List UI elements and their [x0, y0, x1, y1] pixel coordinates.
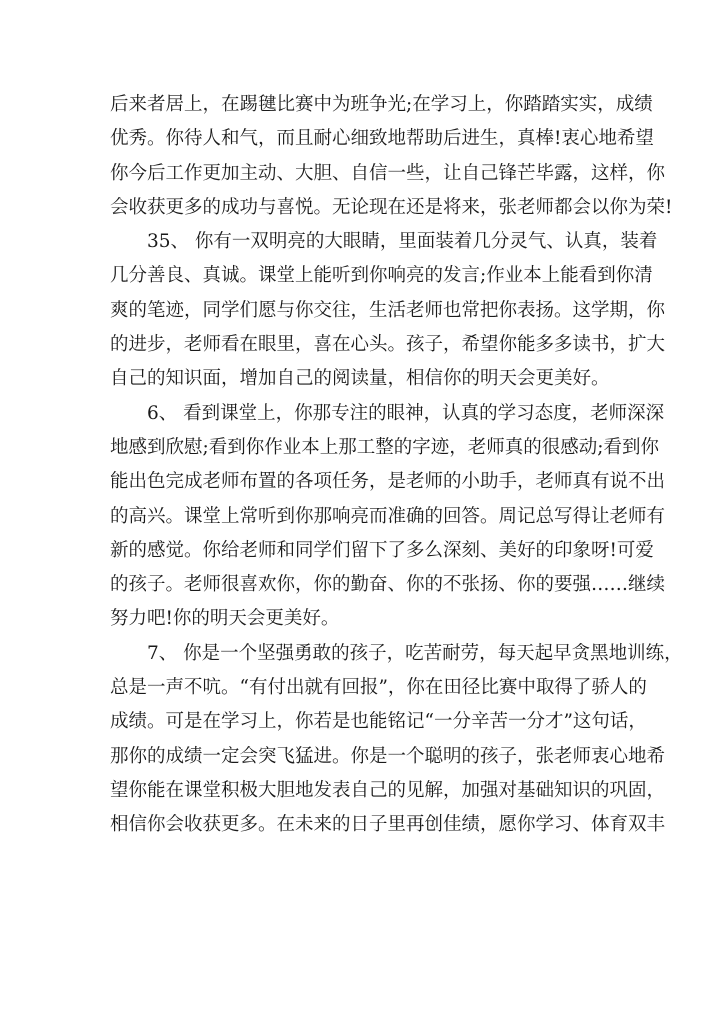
text-line: 努力吧!你的明天会更美好。 — [110, 608, 340, 630]
text-line: 的孩子。老师很喜欢你，你的勤奋、你的不张扬、你的要强……继续 — [110, 574, 666, 596]
paragraph-comment-6 — [110, 397, 666, 637]
text-line: 的进步，老师看在眼里，喜在心头。孩子，希望你能多多读书，扩大 — [110, 334, 666, 356]
text-line: 7、 你是一个坚强勇敢的孩子，吃苦耐劳，每天起早贪黑地训练， — [147, 642, 683, 664]
text-line: 新的感觉。你给老师和同学们留下了多么深刻、美好的印象呀!可爱 — [110, 539, 654, 561]
text-line: 成绩。可是在学习上，你若是也能铭记“一分辛苦一分才”这句话， — [110, 711, 647, 733]
text-line: 后来者居上，在踢毽比赛中为班争光;在学习上，你踏踏实实，成绩 — [110, 94, 653, 115]
text-line: 你今后工作更加主动、大胆、自信一些，让自己锋芒毕露，这样，你 — [110, 162, 666, 184]
text-line: 会收获更多的成功与喜悦。无论现在还是将来，张老师都会以你为荣! — [110, 196, 673, 218]
text-line: 爽的笔迹，同学们愿与你交往，生活老师也常把你表扬。这学期，你 — [110, 299, 666, 321]
text-line: 相信你会收获更多。在未来的日子里再创佳绩，愿你学习、体育双丰 — [110, 814, 666, 836]
paragraph-comment-7 — [110, 637, 683, 843]
text-line: 那你的成绩一定会突飞猛进。你是一个聪明的孩子，张老师衷心地希 — [110, 745, 666, 767]
text-line: 望你能在课堂积极大胆地发表自己的见解，加强对基础知识的巩固， — [110, 779, 666, 801]
document-body — [110, 88, 683, 843]
text-line: 优秀。你待人和气，而且耐心细致地帮助后进生，真棒!衷心地希望 — [110, 128, 654, 150]
text-line: 的高兴。课堂上常听到你那响亮而准确的回答。周记总写得让老师有 — [110, 505, 666, 527]
text-line: 能出色完成老师布置的各项任务，是老师的小助手，老师真有说不出 — [110, 471, 666, 493]
paragraph-continued — [110, 88, 673, 225]
text-line: 总是一声不吭。“有付出就有回报”，你在田径比赛中取得了骄人的 — [110, 677, 647, 699]
text-line: 6、 看到课堂上，你那专注的眼神，认真的学习态度，老师深深 — [147, 402, 665, 424]
text-line: 35、 你有一双明亮的大眼睛，里面装着几分灵气、认真，装着 — [147, 231, 658, 253]
paragraph-comment-35 — [110, 225, 666, 396]
text-line: 几分善良、真诚。课堂上能听到你响亮的发言;作业本上能看到你清 — [110, 265, 653, 287]
text-line: 地感到欣慰;看到你作业本上那工整的字迹，老师真的很感动;看到你 — [110, 436, 659, 458]
text-line: 自己的知识面，增加自己的阅读量，相信你的明天会更美好。 — [110, 368, 610, 390]
